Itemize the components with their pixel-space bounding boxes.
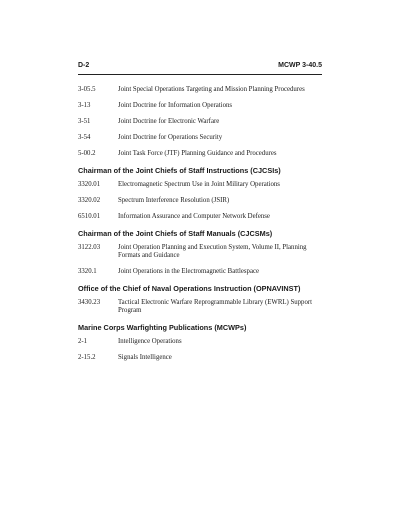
page-number: D-2 <box>78 62 90 69</box>
publication-title: Tactical Electronic Warfare Reprogrammable Library (EWRL) Support Program <box>118 299 312 314</box>
publication-number: 3-05.5 <box>78 86 96 93</box>
reference-section <box>78 86 322 158</box>
publication-title: Information Assurance and Computer Network Defense <box>118 213 270 220</box>
reference-entry <box>78 150 322 158</box>
reference-entry <box>78 354 322 362</box>
publication-number: 3320.1 <box>78 268 97 275</box>
publication-number: 2-15.2 <box>78 354 96 361</box>
publication-number: 3-51 <box>78 118 91 125</box>
section-heading: Office of the Chief of Naval Operations Instruction (OPNAVINST) <box>78 284 301 293</box>
header-rule <box>78 74 322 75</box>
reference-entry <box>78 118 322 126</box>
publication-title: Joint Task Force (JTF) Planning Guidance and Procedures <box>118 150 277 157</box>
reference-entry <box>78 102 322 110</box>
running-header <box>78 62 322 74</box>
reference-entry <box>78 197 322 205</box>
section-heading: Marine Corps Warfighting Publications (MCWPs) <box>78 323 247 332</box>
reference-entry <box>78 244 322 260</box>
reference-entry <box>78 299 322 315</box>
publication-title: Joint Operation Planning and Execution System, Volume II, Planning Formats and Guidance <box>118 244 307 259</box>
publication-number: 3430.23 <box>78 299 101 306</box>
publication-number: 3320.02 <box>78 197 101 204</box>
publication-title: Joint Operations in the Electromagnetic Battlespace <box>118 268 259 275</box>
reference-entry <box>78 134 322 142</box>
publication-title: Joint Doctrine for Operations Security <box>118 134 223 141</box>
reference-section <box>78 323 322 362</box>
publication-title: Spectrum Interference Resolution (JSIR) <box>118 197 230 204</box>
publication-title: Joint Doctrine for Electronic Warfare <box>118 118 220 125</box>
publication-number: 3-54 <box>78 134 91 141</box>
reference-section <box>78 166 322 221</box>
publication-number: 3122.03 <box>78 244 101 251</box>
reference-entry <box>78 86 322 94</box>
publication-number: 3320.01 <box>78 181 101 188</box>
reference-entry <box>78 213 322 221</box>
reference-entry <box>78 338 322 346</box>
publication-number: 6510.01 <box>78 213 101 220</box>
reference-section <box>78 284 322 315</box>
publication-number: 3-13 <box>78 102 91 109</box>
publication-title: Electromagnetic Spectrum Use in Joint Military Operations <box>118 181 280 188</box>
publication-number: 5-00.2 <box>78 150 96 157</box>
publication-id: MCWP 3-40.5 <box>278 62 322 69</box>
publication-title: Signals Intelligence <box>118 354 172 361</box>
section-heading: Chairman of the Joint Chiefs of Staff Instructions (CJCSIs) <box>78 166 281 175</box>
reference-section <box>78 229 322 276</box>
publication-title: Joint Doctrine for Information Operations <box>118 102 233 109</box>
publication-title: Joint Special Operations Targeting and Mission Planning Procedures <box>118 86 305 93</box>
reference-list <box>78 86 322 370</box>
publication-title: Intelligence Operations <box>118 338 182 345</box>
reference-entry <box>78 181 322 189</box>
reference-entry <box>78 268 322 276</box>
publication-number: 2-1 <box>78 338 88 345</box>
section-heading: Chairman of the Joint Chiefs of Staff Manuals (CJCSMs) <box>78 229 273 238</box>
